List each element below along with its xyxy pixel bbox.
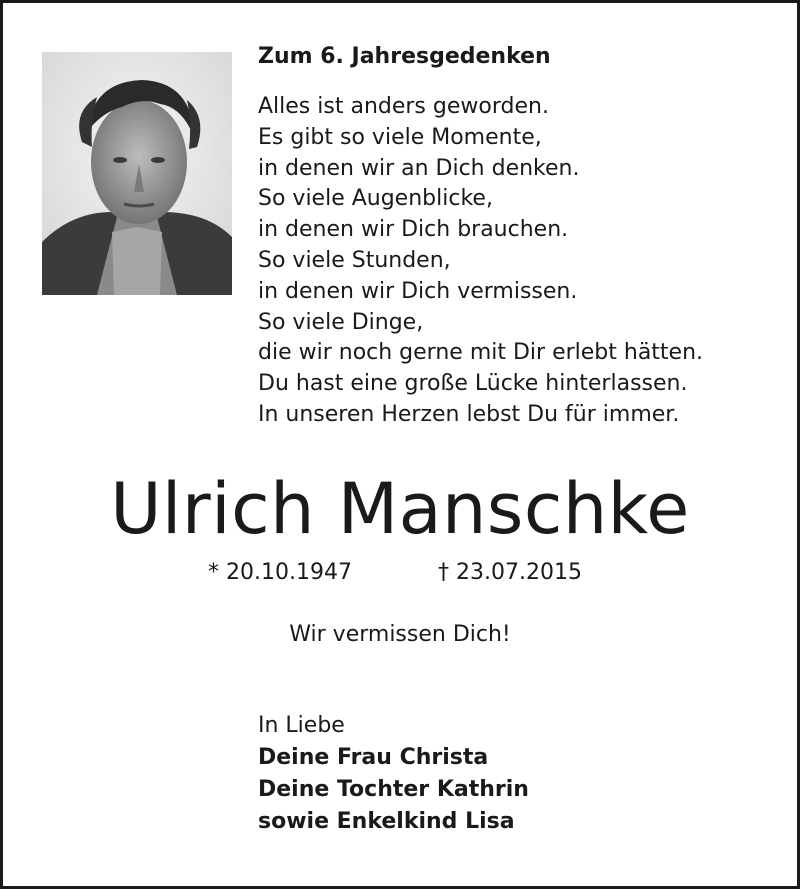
poem-line: in denen wir Dich vermissen. xyxy=(258,278,578,304)
motto-text: Wir vermissen Dich! xyxy=(289,622,511,647)
poem-line: So viele Augenblicke, xyxy=(258,186,493,212)
poem-line: In unseren Herzen lebst Du für immer. xyxy=(258,401,680,427)
birth-date: * 20.10.1947 xyxy=(208,560,352,585)
portrait-icon xyxy=(42,52,232,295)
poem-line: So viele Stunden, xyxy=(258,247,451,273)
memorial-heading: Zum 6. Jahresgedenken xyxy=(258,44,551,69)
poem-line: in denen wir Dich brauchen. xyxy=(258,217,569,243)
signature-line: Deine Frau Christa xyxy=(258,745,489,770)
death-date: † 23.07.2015 xyxy=(438,560,582,585)
poem-line: Alles ist anders geworden. xyxy=(258,94,549,119)
signature-line: sowie Enkelkind Lisa xyxy=(258,809,515,834)
poem-line: Es gibt so viele Momente, xyxy=(258,124,542,150)
deceased-name: Ulrich Manschke xyxy=(110,468,690,550)
memorial-poem xyxy=(258,92,703,431)
signature-intro: In Liebe xyxy=(258,713,345,738)
signature-block xyxy=(258,710,529,838)
portrait-photo xyxy=(42,52,232,295)
poem-line: die wir noch gerne mit Dir erlebt hätten. xyxy=(258,340,704,366)
poem-line: Du hast eine große Lücke hinterlassen. xyxy=(258,371,688,397)
signature-line: Deine Tochter Kathrin xyxy=(258,777,529,802)
poem-line: So viele Dinge, xyxy=(258,309,424,335)
poem-line: in denen wir an Dich denken. xyxy=(258,155,580,181)
